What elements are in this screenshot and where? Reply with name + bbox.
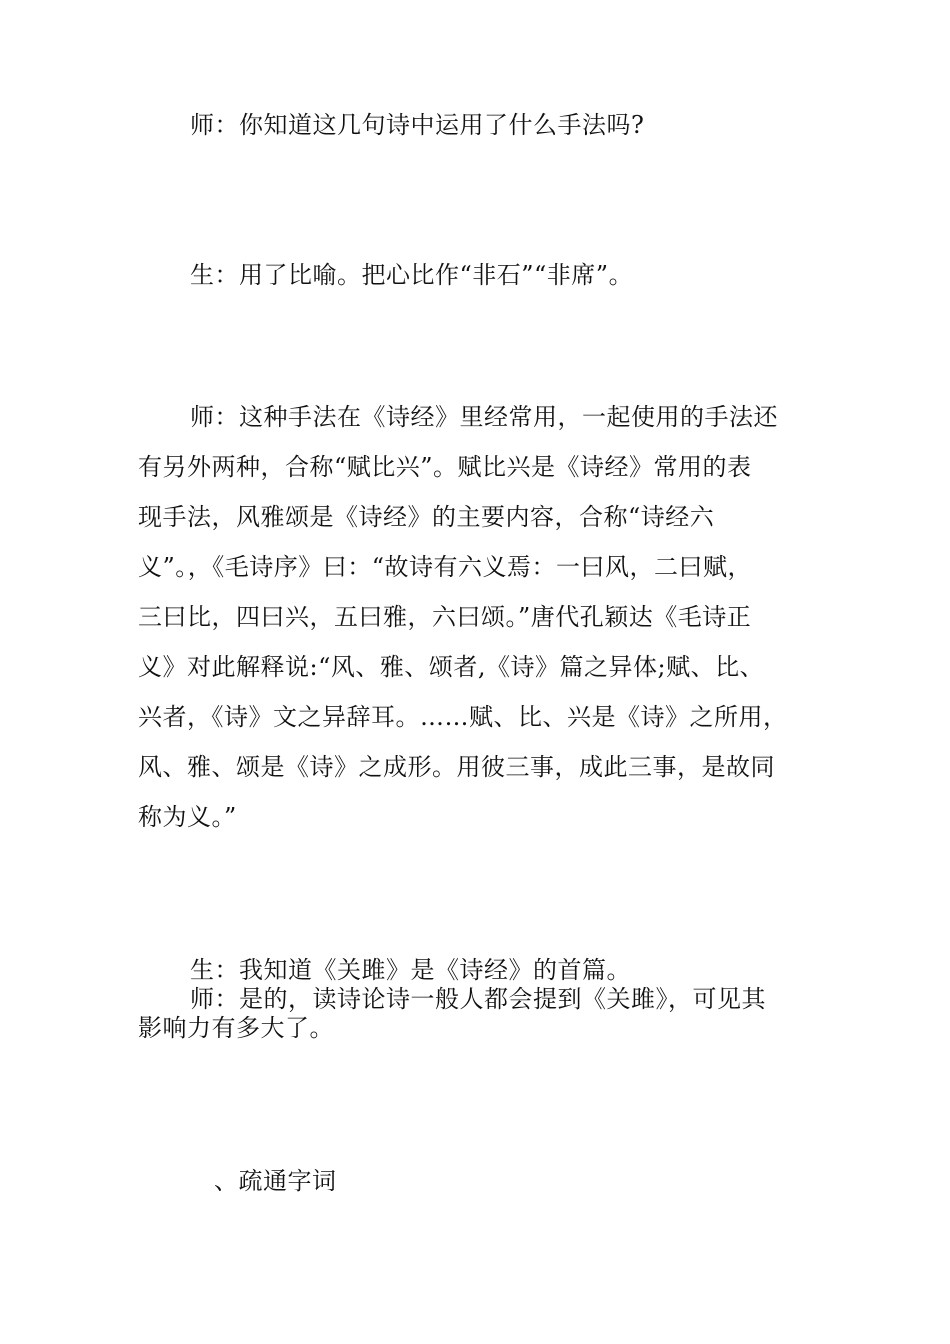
text-line: 生：用了比喻。把心比作“非石”“非席”。	[190, 261, 634, 289]
text-line: 师：是的，读诗论诗一般人都会提到《关雎》，可见其	[190, 985, 766, 1013]
text-line: 师：你知道这几句诗中运用了什么手法吗?	[190, 111, 645, 139]
text-line: 生：我知道《关雎》是《诗经》的首篇。	[190, 956, 631, 984]
text-line: 现手法，风雅颂是《诗经》的主要内容，合称“诗经六	[138, 503, 715, 531]
paragraph-student-remark	[138, 956, 818, 985]
paragraph-student-answer	[138, 250, 818, 300]
text-line: 师：这种手法在《诗经》里经常用，一起使用的手法还	[190, 403, 778, 431]
text-line: 兴者，《诗》文之异辞耳。……赋、比、兴是《诗》之所用，	[138, 703, 788, 731]
text-line: 称为义。”	[138, 803, 237, 831]
text-line: 风、雅、颂是《诗》之成形。用彼三事，成此三事，是故同	[138, 753, 775, 781]
text-line: 义》对此解释说:“风、雅、颂者,《诗》篇之异体;赋、比、	[138, 653, 765, 681]
text-line: 三曰比，四曰兴，五曰雅，六曰颂。”唐代孔颖达《毛诗正	[138, 603, 752, 631]
text-line: 义”。，《毛诗序》曰：“故诗有六义焉：一曰风，二曰赋，	[138, 553, 753, 581]
paragraph-teacher-explanation	[138, 392, 818, 842]
paragraph-teacher-question	[138, 100, 818, 150]
section-heading	[214, 1156, 894, 1206]
text-line: 影响力有多大了。	[138, 1014, 334, 1042]
paragraph-teacher-reply	[138, 985, 818, 1043]
text-line: 有另外两种，合称“赋比兴”。赋比兴是《诗经》常用的表	[138, 453, 752, 481]
heading-text: 、疏通字词	[214, 1167, 337, 1195]
